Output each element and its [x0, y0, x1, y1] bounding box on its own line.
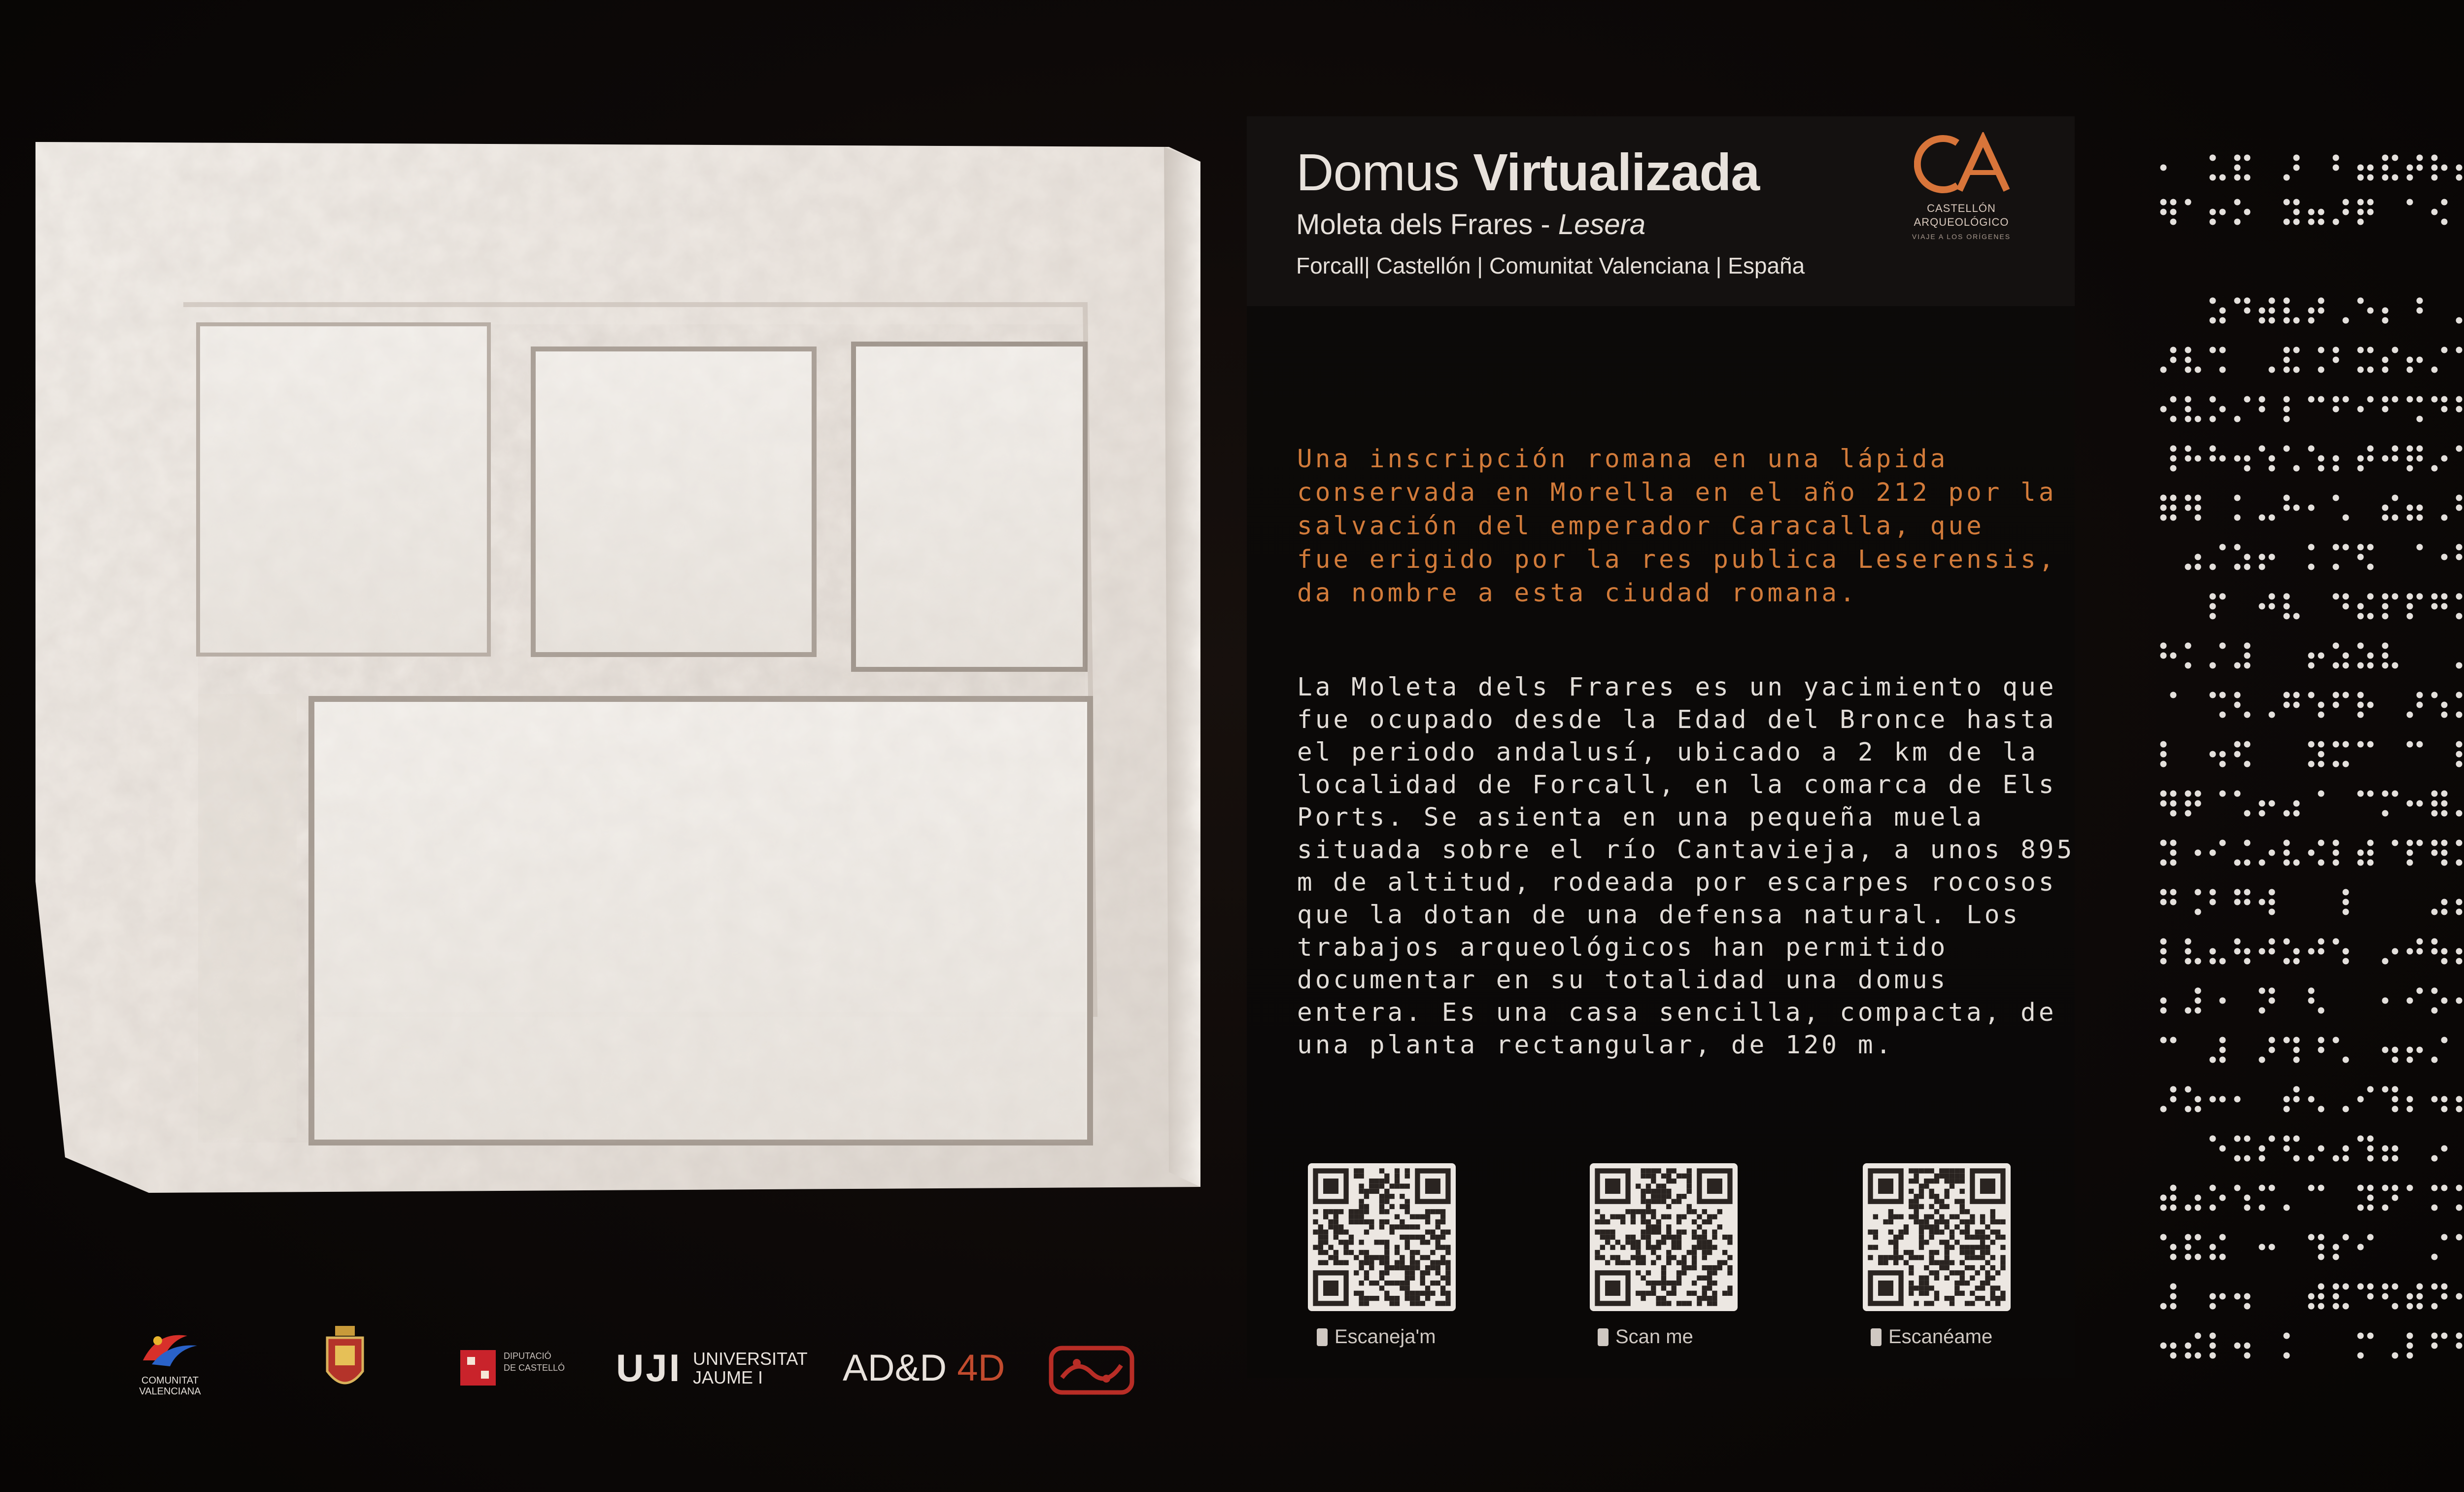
- diputacio-line2: DE CASTELLÓ: [504, 1363, 565, 1373]
- qr-code-english[interactable]: [1590, 1163, 1738, 1311]
- sponsor-logos: [108, 1321, 1193, 1405]
- diputacio-logo: [458, 1348, 577, 1392]
- phone-icon: [1871, 1328, 1882, 1346]
- qr-code-catalan[interactable]: [1308, 1163, 1456, 1311]
- subtitle-main: Moleta dels Frares -: [1296, 208, 1558, 241]
- phone-icon: [1598, 1328, 1608, 1346]
- body-line: situada sobre el río Cantavieja, a unos 895: [1297, 835, 2075, 865]
- body-line: La Moleta dels Frares es un yacimiento que: [1297, 673, 2057, 702]
- qr-label-text: Scan me: [1615, 1326, 1693, 1348]
- ca-logo-icon: [1914, 132, 2013, 196]
- intro-line: salvación del emperador Caracalla, que: [1297, 512, 1985, 541]
- phone-icon: [1317, 1328, 1328, 1346]
- ca-logo-line1: CASTELLÓN: [1927, 202, 1996, 214]
- ca-logo: [1907, 132, 2016, 250]
- braille-dots: [2154, 113, 2464, 1395]
- intro-line: fue erigido por la res publica Leserensis,: [1297, 545, 2057, 574]
- qr-code-icon: [1863, 1163, 2011, 1311]
- qr-code-icon: [1590, 1163, 1738, 1311]
- ca-logo-line3: VIAJE A LOS ORÍGENES: [1912, 233, 2011, 241]
- comunitat-valenciana-logo: [123, 1326, 212, 1400]
- add4d-logo: [843, 1347, 1005, 1389]
- uji-logo: [616, 1346, 823, 1390]
- body-line: entera. Es una casa sencilla, compacta, de: [1297, 998, 2057, 1027]
- uji-name: [693, 1350, 808, 1387]
- title-word-1: Domus: [1296, 143, 1459, 202]
- intro-line: conservada en Morella en el año 212 por la: [1297, 478, 2057, 507]
- body-line: m de altitud, rodeada por escarpes rocosos: [1297, 868, 2057, 897]
- body-line: localidad de Forcall, en la comarca de Els: [1297, 770, 2057, 799]
- qr-code-spanish[interactable]: [1863, 1163, 2011, 1311]
- body-line: que la dotan de una defensa natural. Los: [1297, 901, 2021, 930]
- uji-line2: JAUME I: [693, 1367, 763, 1388]
- body-paragraph: [1297, 671, 2075, 1062]
- body-line: documentar en su totalidad una domus: [1297, 966, 1949, 995]
- cv-swoosh-icon: [123, 1326, 217, 1375]
- intro-line: da nombre a esta ciudad romana.: [1297, 579, 1858, 608]
- add-main: AD&D: [843, 1347, 958, 1389]
- qr-label: [1598, 1326, 1693, 1348]
- diputacio-line1: DIPUTACIÓ: [504, 1351, 551, 1361]
- red-stamp-logo: [1047, 1343, 1136, 1397]
- diputacio-label: [504, 1350, 565, 1374]
- add-accent: 4D: [957, 1347, 1005, 1389]
- qr-code-icon: [1308, 1163, 1456, 1311]
- ca-logo-line2: ARQUEOLÓGICO: [1914, 216, 2009, 228]
- body-line: una planta rectangular, de 120 m.: [1297, 1031, 1894, 1060]
- intro-paragraph: [1297, 443, 2066, 610]
- diputacio-icon: [458, 1348, 498, 1388]
- uji-letters: UJI: [616, 1346, 682, 1389]
- title-word-2: Virtualizada: [1473, 143, 1760, 202]
- qr-label-text: Escaneja'm: [1335, 1326, 1436, 1348]
- body-line: fue ocupado desde la Edad del Bronce hasta: [1297, 705, 2057, 734]
- comunitat-label: COMUNITAT VALENCIANA: [139, 1375, 201, 1397]
- qr-label: [1317, 1326, 1436, 1348]
- subtitle: [1296, 208, 1645, 241]
- forcall-shield-icon: [320, 1326, 370, 1395]
- relief-model-image: [35, 142, 1200, 1193]
- location-line: Forcall| Castellón | Comunitat Valenciana | España: [1296, 253, 1805, 278]
- qr-label-text: Escanéame: [1888, 1326, 1993, 1348]
- intro-line: Una inscripción romana en una lápida: [1297, 445, 1949, 474]
- braille-plate: [2154, 113, 2464, 1395]
- subtitle-italic: Lesera: [1558, 208, 1646, 241]
- body-line: el periodo andalusí, ubicado a 2 km de la: [1297, 738, 2039, 767]
- body-line: Ports. Se asienta en una pequeña muela: [1297, 803, 1985, 832]
- uji-line1: UNIVERSITAT: [693, 1349, 808, 1369]
- body-line: trabajos arqueológicos han permitido: [1297, 933, 1949, 962]
- page-title: [1296, 143, 1759, 203]
- qr-label: [1871, 1326, 1992, 1348]
